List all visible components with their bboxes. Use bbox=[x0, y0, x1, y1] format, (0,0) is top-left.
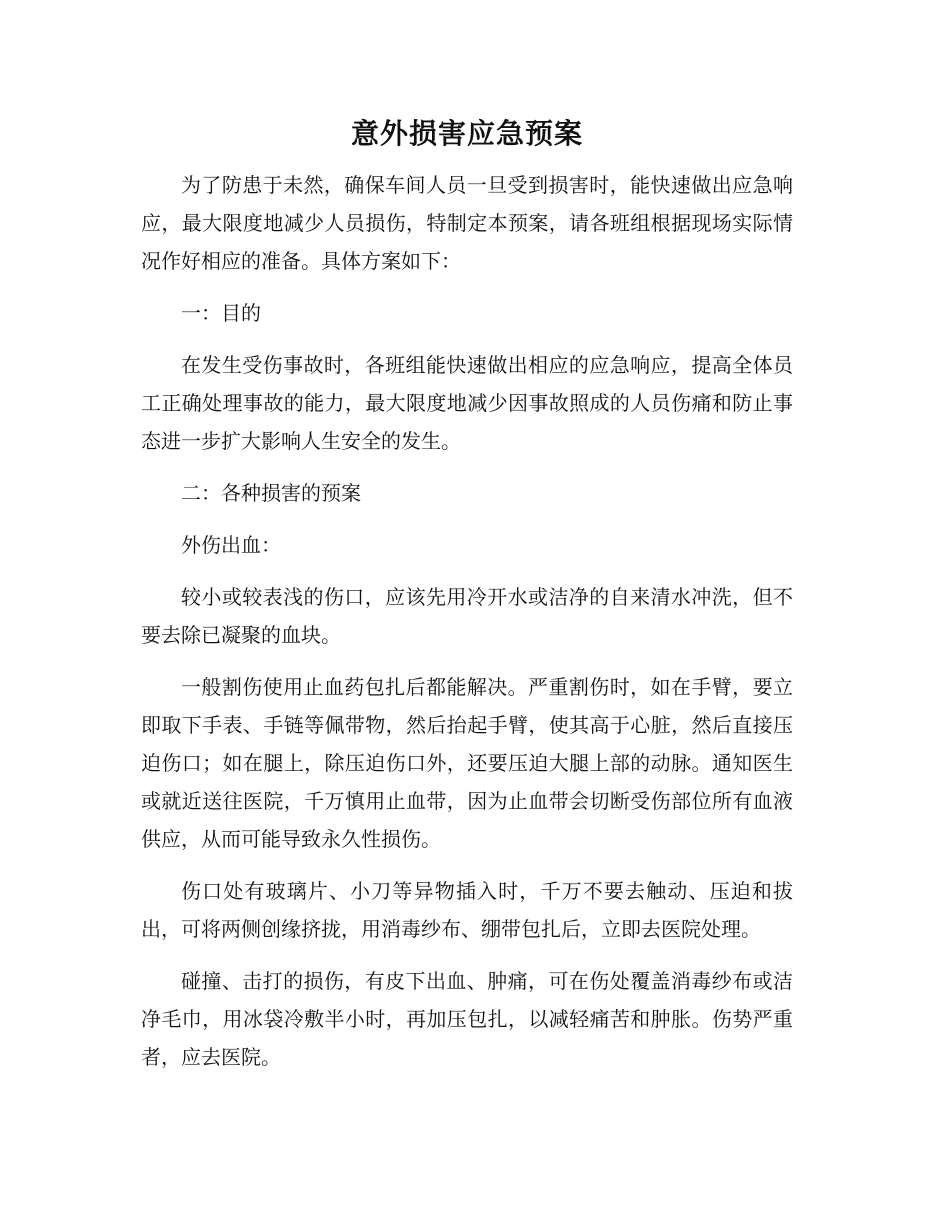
intro-paragraph: 为了防患于未然，确保车间人员一旦受到损害时，能快速做出应急响应，最大限度地减少人员损伤，特制定本预案，请各班组根据现场实际情况作好相应的准备。具体方案如下： bbox=[141, 173, 793, 273]
paragraph-bruises: 碰撞、击打的损伤，有皮下出血、肿痛，可在伤处覆盖消毒纱布或洁净毛巾，用冰袋冷敷半小时，再加压包扎，以减轻痛苦和肿胀。伤势严重者，应去医院。 bbox=[141, 969, 793, 1069]
paragraph-minor-wounds: 较小或较表浅的伤口，应该先用冷开水或洁净的自来清水冲洗，但不要去除已凝聚的血块。 bbox=[141, 585, 793, 647]
purpose-paragraph: 在发生受伤事故时，各班组能快速做出相应的应急响应，提高全体员工正确处理事故的能力，最大限度地减少因事故照成的人员伤痛和防止事态进一步扩大影响人生安全的发生。 bbox=[141, 353, 793, 453]
document-title: 意外损害应急预案 bbox=[350, 117, 583, 150]
paragraph-cuts: 一般割伤使用止血药包扎后都能解决。严重割伤时，如在手臂，要立即取下手表、手链等佩带物，然后抬起手臂，使其高于心脏，然后直接压迫伤口；如在腿上，除压迫伤口外，还要压迫大腿上部的动脉。通知医生或就近送往医院，千万慎用止血带，因为止血带会切断受伤部位所有血液供应，从而可能导致永久性损伤。 bbox=[141, 675, 793, 851]
paragraph-foreign-object: 伤口处有玻璃片、小刀等异物插入时，千万不要去触动、压迫和拔出，可将两侧创缘挤拢，用消毒纱布、绷带包扎后，立即去医院处理。 bbox=[141, 879, 793, 941]
document-body bbox=[141, 110, 793, 1090]
section-heading-purpose: 一：目的 bbox=[181, 301, 261, 325]
subheading-external-bleeding: 外伤出血： bbox=[181, 533, 281, 557]
section-heading-plans: 二：各种损害的预案 bbox=[181, 481, 361, 505]
